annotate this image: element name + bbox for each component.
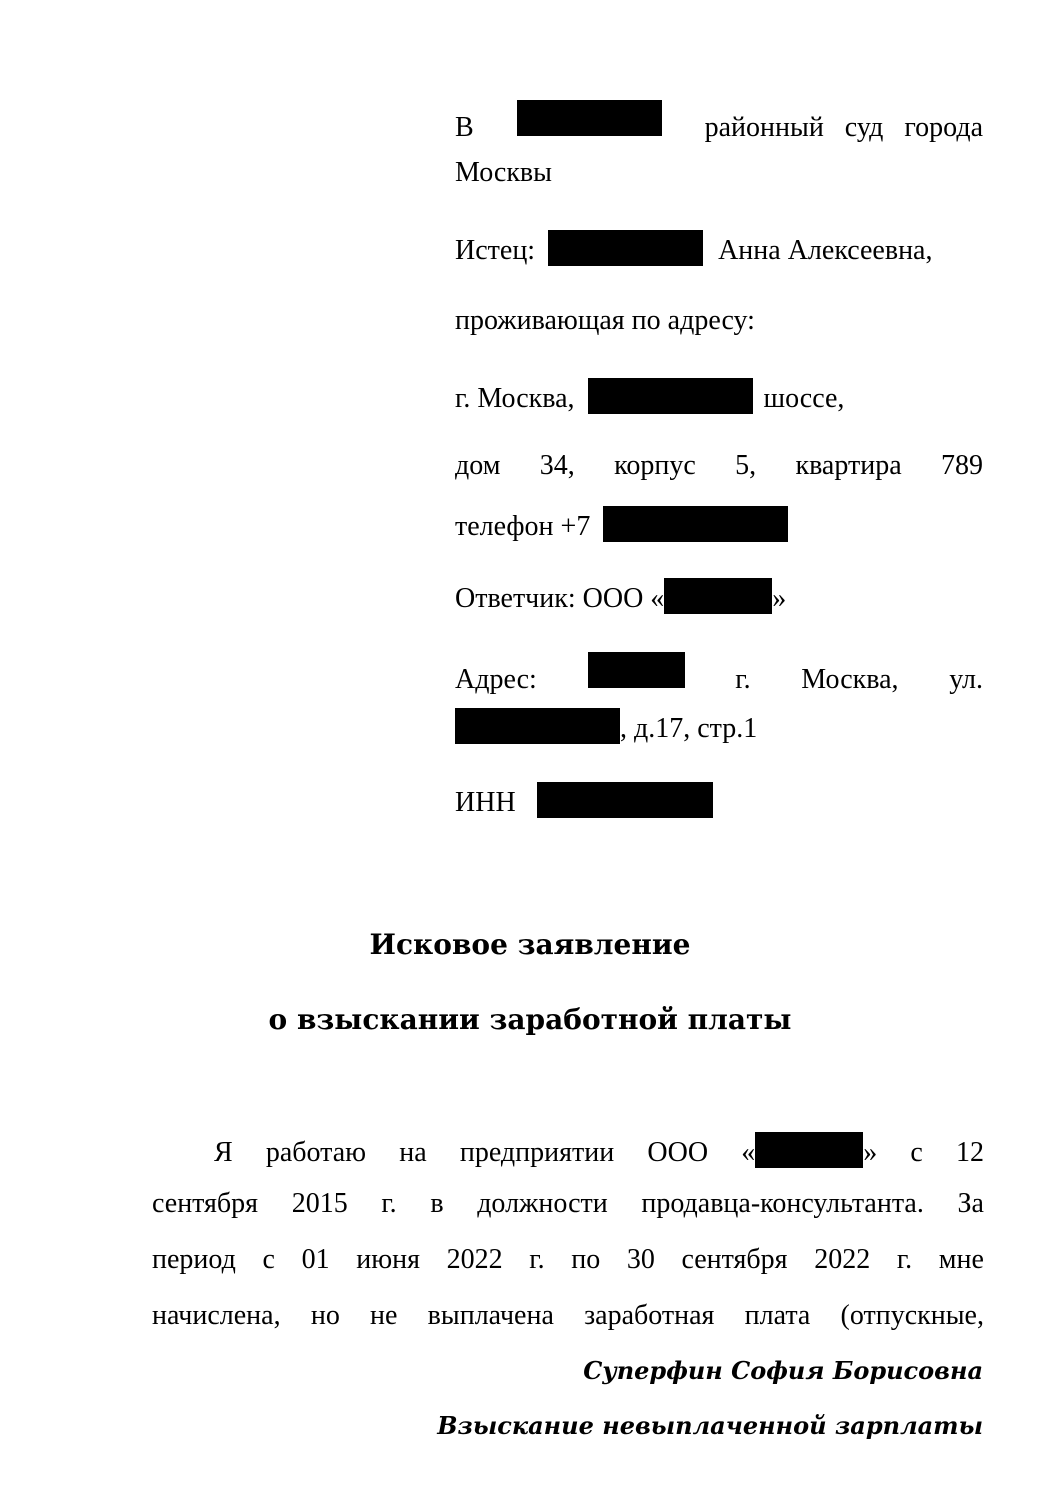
redacted-block (755, 1132, 863, 1168)
redacted-block (455, 708, 620, 744)
defendant-close: » (772, 583, 787, 614)
word: квартира (795, 450, 902, 481)
defendant-address-line (455, 652, 983, 696)
word: с (910, 1137, 923, 1168)
word: с (262, 1244, 275, 1275)
word: выплачена (427, 1300, 554, 1331)
word: мне (938, 1244, 984, 1275)
word: предприятии (459, 1137, 615, 1168)
body-paragraph (152, 1132, 984, 1356)
redacted-block (537, 782, 713, 818)
plaintiff-name: Анна Алексеевна, (718, 235, 933, 266)
word: 30 (626, 1244, 655, 1275)
word: 12 (956, 1137, 984, 1168)
company-quote (741, 1132, 877, 1169)
redacted-block (588, 652, 685, 688)
word: по (571, 1244, 601, 1275)
address-city: г. Москва, (455, 383, 575, 414)
inn-line (455, 782, 713, 819)
word: » (863, 1137, 878, 1168)
word: сентября (152, 1188, 259, 1219)
redacted-block (664, 578, 772, 614)
word: г. (735, 664, 751, 695)
word: г. (896, 1244, 913, 1275)
word: г. (529, 1244, 545, 1275)
word: начислена, (152, 1300, 281, 1331)
body-line (152, 1132, 984, 1188)
defendant-label: Ответчик: ООО « (455, 583, 665, 614)
word: За (957, 1188, 984, 1219)
word: июня (356, 1244, 420, 1275)
signature-subject: Взыскание невыплаченной зарплаты (437, 1411, 983, 1440)
defendant-line (455, 578, 786, 615)
plaintiff-label: Истец: (455, 235, 536, 266)
word: ООО (647, 1137, 709, 1168)
word: 34, (539, 450, 575, 481)
word: 01 (301, 1244, 330, 1275)
address-house-line (455, 450, 983, 482)
redacted-block (548, 230, 703, 266)
body-line (152, 1244, 984, 1300)
address-street-type: шоссе, (763, 383, 845, 414)
inn-label: ИНН (455, 787, 516, 818)
document-title: Исковое заявление (369, 928, 691, 961)
redacted-block (603, 506, 788, 542)
word: должности (477, 1188, 608, 1219)
defendant-address-rest-line (455, 708, 757, 745)
word: на (399, 1137, 427, 1168)
address-line (455, 378, 844, 415)
court-name: районный суд города (704, 112, 983, 143)
word: Москва, (801, 664, 899, 695)
body-line (152, 1188, 984, 1244)
defendant-address-label: Адрес: (455, 664, 537, 695)
word: сентября (681, 1244, 788, 1275)
body-line (152, 1300, 984, 1356)
word: Я (214, 1137, 233, 1168)
word: ул. (949, 664, 983, 695)
word: 2015 (291, 1188, 348, 1219)
word: период (152, 1244, 236, 1275)
word: продавца-консультанта. (641, 1188, 924, 1219)
signature-name: Суперфин София Борисовна (583, 1356, 983, 1385)
court-city: Москвы (455, 157, 552, 188)
word: 2022 (814, 1244, 871, 1275)
word: работаю (265, 1137, 367, 1168)
document-subtitle: о взыскании заработной платы (268, 1003, 792, 1036)
word: плата (744, 1300, 811, 1331)
word: заработная (584, 1300, 715, 1331)
word: 2022 (446, 1244, 503, 1275)
word: корпус (614, 450, 696, 481)
plaintiff-line (455, 230, 932, 267)
redacted-block (517, 100, 662, 136)
word: (отпускные, (840, 1300, 984, 1331)
court-to: В (455, 112, 474, 143)
word: не (370, 1300, 398, 1331)
court-line (455, 100, 983, 144)
word: в (430, 1188, 444, 1219)
residence-label: проживающая по адресу: (455, 305, 755, 336)
phone-line (455, 506, 788, 543)
word: но (310, 1300, 340, 1331)
word: « (741, 1137, 756, 1168)
word: 789 (941, 450, 983, 481)
word: г. (381, 1188, 397, 1219)
word: 5, (735, 450, 757, 481)
defendant-address-rest: , д.17, стр.1 (620, 713, 758, 744)
redacted-block (588, 378, 753, 414)
phone-label: телефон +7 (455, 511, 591, 542)
word: дом (455, 450, 501, 481)
